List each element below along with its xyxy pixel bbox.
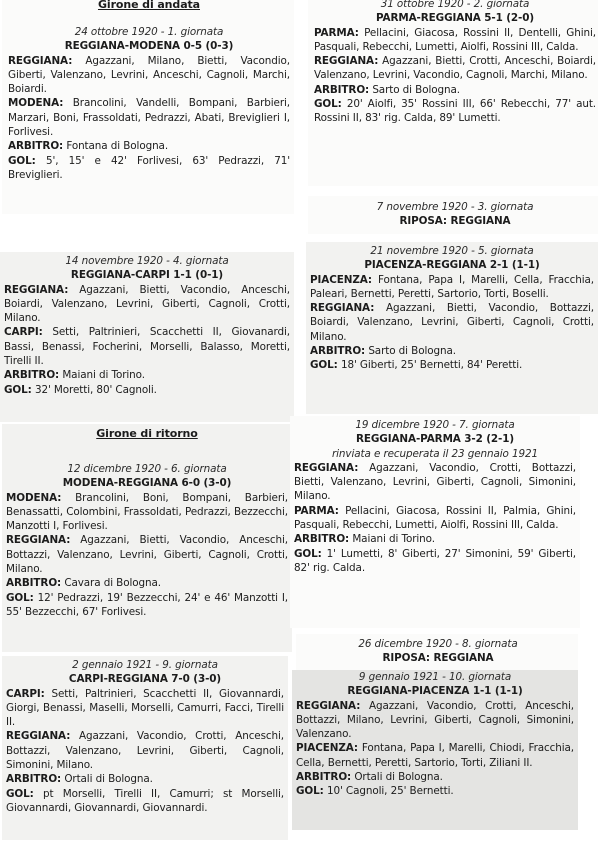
lineup-text: Pellacini, Giacosa, Rossini II, Palmia, Ghini, Pasquali, Rebecchi, Lumetti, Aiolfi, Rossini III, Calda. <box>294 504 577 532</box>
lineup-text: Agazzani, Bietti, Vacondio, Anceschi, Bottazzi, Valenzano, Levrini, Giberti, Cagnoli, Crotti, Milano. <box>6 534 288 576</box>
team-label: PIACENZA: <box>310 273 372 286</box>
referee-label: ARBITRO: <box>6 577 62 590</box>
goals-label: GOL: <box>314 98 342 111</box>
team-label: REGGIANA: <box>296 699 361 712</box>
match-title: REGGIANA-CARPI 1-1 (0-1) <box>70 269 224 282</box>
goals-text: 18' Giberti, 25' Bernetti, 84' Peretti. <box>340 359 523 372</box>
referee-label: ARBITRO: <box>310 345 366 358</box>
goals-line <box>6 591 288 620</box>
goals-text: 10' Cagnoli, 25' Bernetti. <box>326 785 454 798</box>
referee-line <box>4 368 290 382</box>
lineup-text: Agazzani, Vacondio, Crotti, Bottazzi, Bietti, Valenzano, Levrini, Giberti, Cagnoli, Simonini, Milano. <box>294 461 577 503</box>
match-title: CARPI-REGGIANA 7-0 (3-0) <box>68 673 222 686</box>
lineup-text: Setti, Paltrinieri, Scacchetti II, Giovannardi, Giorgi, Benassi, Maselli, Morselli, Camurri, Facci, Tirelli II. <box>6 687 284 729</box>
team-lineup <box>296 741 574 770</box>
referee-text: Fontana di Bologna. <box>66 140 169 153</box>
match-date: 7 novembre 1920 - 3. giornata <box>376 201 534 213</box>
team-label: REGGIANA: <box>314 55 379 68</box>
team-lineup <box>8 96 290 139</box>
lineup-text: Fontana, Papa I, Marelli, Cella, Fracchia, Paleari, Bernetti, Peretti, Sartorio, Torti, Boselli. <box>310 273 595 300</box>
match-title: REGGIANA-PIACENZA 1-1 (1-1) <box>347 685 523 698</box>
referee-line <box>6 772 284 786</box>
team-lineup <box>6 533 288 576</box>
match-date: 31 ottobre 1920 - 2. giornata <box>380 0 530 10</box>
team-label: REGGIANA: <box>310 302 375 315</box>
goals-text: 32' Moretti, 80' Cagnoli. <box>34 383 157 396</box>
referee-label: ARBITRO: <box>296 771 352 784</box>
referee-text: Ortali di Bologna. <box>64 773 153 786</box>
team-lineup <box>296 699 574 742</box>
match-date: 2 gennaio 1921 - 9. giornata <box>72 659 218 671</box>
goals-line <box>4 383 290 397</box>
team-lineup <box>294 461 576 504</box>
team-lineup <box>310 273 594 302</box>
referee-text: Cavara di Bologna. <box>64 577 161 590</box>
team-lineup <box>8 54 290 97</box>
referee-label: ARBITRO: <box>4 369 60 382</box>
referee-text: Maiani di Torino. <box>62 369 145 382</box>
referee-line <box>314 83 596 97</box>
team-lineup <box>4 283 290 326</box>
match-title: REGGIANA-MODENA 0-5 (0-3) <box>64 40 234 53</box>
clip-match-9 <box>2 656 288 840</box>
team-label: REGGIANA: <box>6 730 71 743</box>
match-date: 19 dicembre 1920 - 7. giornata <box>355 419 515 431</box>
referee-line <box>310 344 594 358</box>
clip-match-6 <box>2 424 292 652</box>
team-label: REGGIANA: <box>6 534 71 547</box>
match-title: MODENA-REGGIANA 6-0 (3-0) <box>62 477 232 490</box>
lineup-text: Brancolini, Boni, Bompani, Barbieri, Benassatti, Colombini, Frassoldati, Pedrazzi, Bezzecchi, Manzotti I, Forlivesi. <box>6 491 288 533</box>
goals-line <box>314 97 596 126</box>
goals-line <box>296 784 574 798</box>
team-lineup <box>310 301 594 344</box>
clip-match-3 <box>308 196 598 234</box>
section-heading-ritorno: Girone di ritorno <box>96 427 198 440</box>
match-date: 14 novembre 1920 - 4. giornata <box>65 255 229 267</box>
match-note: rinviata e recuperata il 23 gennaio 1921 <box>331 447 539 460</box>
lineup-text: Setti, Paltrinieri, Scacchetti II, Giovanardi, Bassi, Benassi, Focherini, Morselli, Balasso, Moretti, Tirelli II. <box>4 326 290 368</box>
goals-label: GOL: <box>6 787 34 800</box>
match-date: 24 ottobre 1920 - 1. giornata <box>74 26 224 38</box>
referee-line <box>294 532 576 546</box>
match-title: PIACENZA-REGGIANA 2-1 (1-1) <box>364 259 540 272</box>
team-label: PARMA: <box>294 504 339 517</box>
team-label: REGGIANA: <box>8 54 73 67</box>
referee-text: Sarto di Bologna. <box>368 345 456 358</box>
goals-line <box>8 154 290 183</box>
team-label: PARMA: <box>314 26 359 39</box>
goals-text: 12' Pedrazzi, 19' Bezzecchi, 24' e 46' Manzotti I, 55' Bezzecchi, 67' Forlivesi. <box>6 591 289 618</box>
section-heading-andata: Girone di andata <box>97 0 200 11</box>
lineup-text: Agazzani, Vacondio, Crotti, Anceschi, Bottazzi, Valenzano, Levrini, Giberti, Cagnoli, Simonini, Milano. <box>6 730 284 772</box>
goals-text: 20' Aiolfi, 35' Rossini III, 66' Rebecchi, 77' aut. Rossini II, 83' rig. Calda, 89' Lumetti. <box>314 98 596 125</box>
goals-label: GOL: <box>294 547 322 560</box>
goals-label: GOL: <box>6 591 34 604</box>
team-label: MODENA: <box>6 491 62 504</box>
clip-match-2 <box>308 0 598 186</box>
goals-line <box>310 358 594 372</box>
referee-label: ARBITRO: <box>6 773 62 786</box>
lineup-text: Agazzani, Bietti, Vacondio, Anceschi, Boiardi, Valenzano, Levrini, Giberti, Cagnoli, Crotti, Milano. <box>4 283 290 325</box>
goals-text: pt Morselli, Tirelli II, Camurri; st Morselli, Giovannardi, Giovannardi, Giovannardi. <box>6 787 285 814</box>
referee-label: ARBITRO: <box>8 140 64 153</box>
team-lineup <box>294 504 576 533</box>
match-date: 12 dicembre 1920 - 6. giornata <box>67 463 227 475</box>
team-lineup <box>6 687 284 730</box>
clip-match-5 <box>306 242 598 414</box>
team-lineup <box>4 325 290 368</box>
match-date: 21 novembre 1920 - 5. giornata <box>370 245 534 257</box>
lineup-text: Agazzani, Bietti, Crotti, Anceschi, Boiardi, Valenzano, Levrini, Vacondio, Cagnoli, Marchi, Milano. <box>314 55 596 82</box>
lineup-text: Brancolini, Vandelli, Bompani, Barbieri, Marzari, Boni, Frassoldati, Pedrazzi, Abati, Breviglieri I, Forlivesi. <box>8 97 291 139</box>
lineup-text: Agazzani, Vacondio, Crotti, Anceschi, Bottazzi, Milano, Levrini, Giberti, Cagnoli, Simonini, Valenzano. <box>296 699 574 741</box>
clip-match-1 <box>2 0 294 214</box>
match-title: RIPOSA: REGGIANA <box>382 652 494 665</box>
lineup-text: Agazzani, Milano, Bietti, Vacondio, Giberti, Valenzano, Levrini, Anceschi, Cagnoli, Marchi, Boiardi. <box>8 54 291 96</box>
clip-match-8 <box>296 634 578 670</box>
goals-label: GOL: <box>296 785 324 798</box>
team-lineup <box>314 26 596 55</box>
goals-line <box>294 547 576 576</box>
team-lineup <box>6 729 284 772</box>
team-label: CARPI: <box>4 326 43 339</box>
team-lineup <box>314 54 596 83</box>
lineup-text: Agazzani, Bietti, Vacondio, Bottazzi, Boiardi, Valenzano, Levrini, Giberti, Cagnoli, Crotti, Milano. <box>310 302 594 343</box>
clip-match-7 <box>290 416 580 628</box>
referee-line <box>8 139 290 153</box>
team-label: PIACENZA: <box>296 742 358 755</box>
lineup-text: Pellacini, Giacosa, Rossini II, Dentelli, Ghini, Pasquali, Rebecchi, Lumetti, Aiolfi, Rossini III, Calda. <box>314 26 596 53</box>
clip-match-10 <box>292 670 578 830</box>
referee-line <box>6 576 288 590</box>
match-title: RIPOSA: REGGIANA <box>399 215 511 228</box>
goals-label: GOL: <box>4 383 32 396</box>
referee-text: Sarto di Bologna. <box>372 83 460 96</box>
team-label: CARPI: <box>6 687 45 700</box>
referee-label: ARBITRO: <box>314 83 370 96</box>
team-lineup <box>6 491 288 534</box>
lineup-text: Fontana, Papa I, Marelli, Chiodi, Fracchia, Cella, Bernetti, Peretti, Sartorio, Torti, Ziliani II. <box>296 742 574 769</box>
match-date: 9 gennaio 1921 - 10. giornata <box>358 671 512 683</box>
goals-text: 1' Lumetti, 8' Giberti, 27' Simonini, 59' Giberti, 82' rig. Calda. <box>294 547 577 574</box>
match-date: 26 dicembre 1920 - 8. giornata <box>358 638 518 650</box>
referee-text: Maiani di Torino. <box>352 533 435 546</box>
team-label: REGGIANA: <box>294 461 359 474</box>
goals-label: GOL: <box>310 359 338 372</box>
referee-label: ARBITRO: <box>294 533 350 546</box>
team-label: REGGIANA: <box>4 283 69 296</box>
goals-text: 5', 15' e 42' Forlivesi, 63' Pedrazzi, 71' Breviglieri. <box>8 154 290 181</box>
team-label: MODENA: <box>8 97 64 110</box>
goals-label: GOL: <box>8 154 36 167</box>
referee-line <box>296 770 574 784</box>
goals-line <box>6 787 284 816</box>
match-title: REGGIANA-PARMA 3-2 (2-1) <box>355 433 515 446</box>
match-title: PARMA-REGGIANA 5-1 (2-0) <box>375 12 535 25</box>
clip-match-4 <box>0 252 294 422</box>
referee-text: Ortali di Bologna. <box>354 771 443 784</box>
